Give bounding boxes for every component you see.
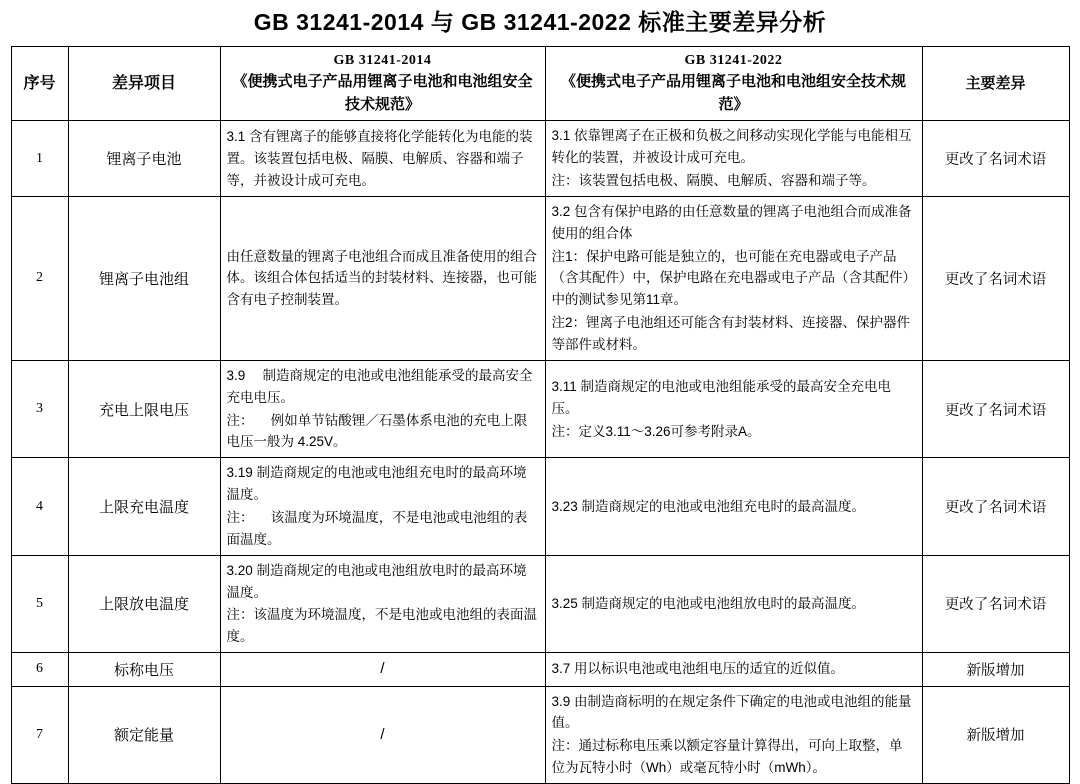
standards-difference-table — [11, 46, 1070, 784]
row-item-name: 额定能量 — [68, 686, 220, 783]
paragraph: 3.9 由制造商标明的在规定条件下确定的电池或电池组的能量值。 — [551, 693, 912, 731]
paragraph: 3.19 制造商规定的电池或电池组充电时的最高环境温度。 — [226, 465, 527, 503]
row-gb2014-text — [220, 360, 545, 457]
paragraph: 3.1 依靠锂离子在正极和负极之间移动实现化学能与电能相互转化的装置，并被设计成可充电。 — [551, 128, 912, 166]
column-header-gb2014-code: GB 31241-2014 — [333, 53, 432, 68]
row-number: 3 — [11, 360, 68, 457]
paragraph: 3.7 用以标识电池或电池组电压的适宜的近似值。 — [551, 661, 845, 677]
row-number: 1 — [11, 121, 68, 197]
row-item-name: 充电上限电压 — [68, 360, 220, 457]
paragraph: 3.23 制造商规定的电池或电池组充电时的最高温度。 — [551, 498, 866, 514]
row-number: 4 — [11, 458, 68, 555]
paragraph: 3.20 制造商规定的电池或电池组放电时的最高环境温度。 — [226, 562, 527, 600]
paragraph: 3.11 制造商规定的电池或电池组能承受的最高安全充电电压。 — [551, 378, 892, 416]
row-number: 6 — [11, 653, 68, 686]
page-title: GB 31241-2014 与 GB 31241-2022 标准主要差异分析 — [253, 9, 827, 35]
paragraph-note: 注： 该温度为环境温度，不是电池或电池组的表面温度。 — [226, 510, 528, 547]
row-number: 7 — [11, 686, 68, 783]
row-item-name: 标称电压 — [68, 653, 220, 686]
table-row — [11, 360, 1069, 457]
paragraph-note: 注1：保护电路可能是独立的，也可能在充电器或电子产品（含其配件）中，保护电路在充电器或电子产品（含其配件）中的测试参见第11章。 — [551, 248, 910, 308]
row-gb2014-text: / — [220, 686, 545, 783]
paragraph: 3.9 制造商规定的电池或电池组能承受的最高安全充电电压。 — [226, 367, 533, 405]
paragraph-note: 注：定义3.11～3.26可参考附录A。 — [551, 423, 761, 439]
row-main-difference: 更改了名词术语 — [922, 121, 1069, 197]
row-gb2022-text — [545, 555, 922, 652]
table-header-row — [11, 47, 1069, 121]
document-page — [0, 4, 1080, 784]
paragraph-note: 注：该温度为环境温度，不是电池或电池组的表面温度。 — [226, 607, 537, 645]
row-main-difference: 更改了名词术语 — [922, 360, 1069, 457]
row-main-difference: 更改了名词术语 — [922, 458, 1069, 555]
paragraph: 3.2 包含有保护电路的由任意数量的锂离子电池组合而成准备使用的组合体 — [551, 203, 912, 241]
column-header-gb2022-code: GB 31241-2022 — [684, 53, 783, 68]
row-number: 5 — [11, 555, 68, 652]
paragraph-note: 注：该装置包括电极、隔膜、电解质、容器和端子等。 — [551, 173, 876, 189]
row-gb2022-text — [545, 653, 922, 686]
row-item-name: 锂离子电池组 — [68, 196, 220, 360]
row-main-difference: 更改了名词术语 — [922, 555, 1069, 652]
table-header — [11, 47, 1069, 121]
row-gb2022-text — [545, 686, 922, 783]
row-main-difference: 新版增加 — [922, 686, 1069, 783]
column-header-gb2014-name: 《便携式电子产品用锂离子电池和电池组安全技术规范》 — [232, 73, 533, 113]
column-header-item: 差异项目 — [68, 47, 220, 121]
paragraph-note: 注： 例如单节钴酸锂／石墨体系电池的充电上限电压一般为 4.25V。 — [226, 412, 528, 450]
row-gb2022-text — [545, 360, 922, 457]
row-gb2014-text — [220, 196, 545, 360]
row-item-name: 锂离子电池 — [68, 121, 220, 197]
table-row — [11, 458, 1069, 555]
row-gb2014-text — [220, 555, 545, 652]
column-header-gb2022-name: 《便携式电子产品用锂离子电池和电池组安全技术规范》 — [560, 73, 906, 113]
row-gb2014-text — [220, 458, 545, 555]
paragraph: 3.1 含有锂离子的能够直接将化学能转化为电能的装置。该装置包括电极、隔膜、电解质、容器和端子等，并被设计成可充电。 — [226, 128, 533, 188]
row-number: 2 — [11, 196, 68, 360]
paragraph-note: 注：通过标称电压乘以额定容量计算得出，可向上取整，单位为瓦特小时（Wh）或毫瓦特小时（mWh）。 — [551, 738, 903, 776]
column-header-gb2022 — [545, 47, 922, 121]
row-gb2022-text — [545, 121, 922, 197]
row-main-difference: 新版增加 — [922, 653, 1069, 686]
row-item-name: 上限放电温度 — [68, 555, 220, 652]
table-row — [11, 121, 1069, 197]
column-header-gb2014 — [220, 47, 545, 121]
row-gb2022-text — [545, 196, 922, 360]
table-row — [11, 653, 1069, 686]
paragraph: 3.25 制造商规定的电池或电池组放电时的最高温度。 — [551, 596, 866, 612]
column-header-main-difference: 主要差异 — [922, 47, 1069, 121]
paragraph: 由任意数量的锂离子电池组合而成且准备使用的组合体。该组合体包括适当的封装材料、连接器，也可能含有电子控制装置。 — [226, 248, 537, 308]
table-body — [11, 121, 1069, 784]
row-gb2014-text: / — [220, 653, 545, 686]
row-gb2014-text — [220, 121, 545, 197]
row-gb2022-text — [545, 458, 922, 555]
paragraph-note: 注2：锂离子电池组还可能含有封装材料、连接器、保护器件等部件或材料。 — [551, 315, 911, 353]
row-main-difference: 更改了名词术语 — [922, 196, 1069, 360]
table-row — [11, 686, 1069, 783]
table-row — [11, 196, 1069, 360]
column-header-no: 序号 — [11, 47, 68, 121]
table-row — [11, 555, 1069, 652]
row-item-name: 上限充电温度 — [68, 458, 220, 555]
